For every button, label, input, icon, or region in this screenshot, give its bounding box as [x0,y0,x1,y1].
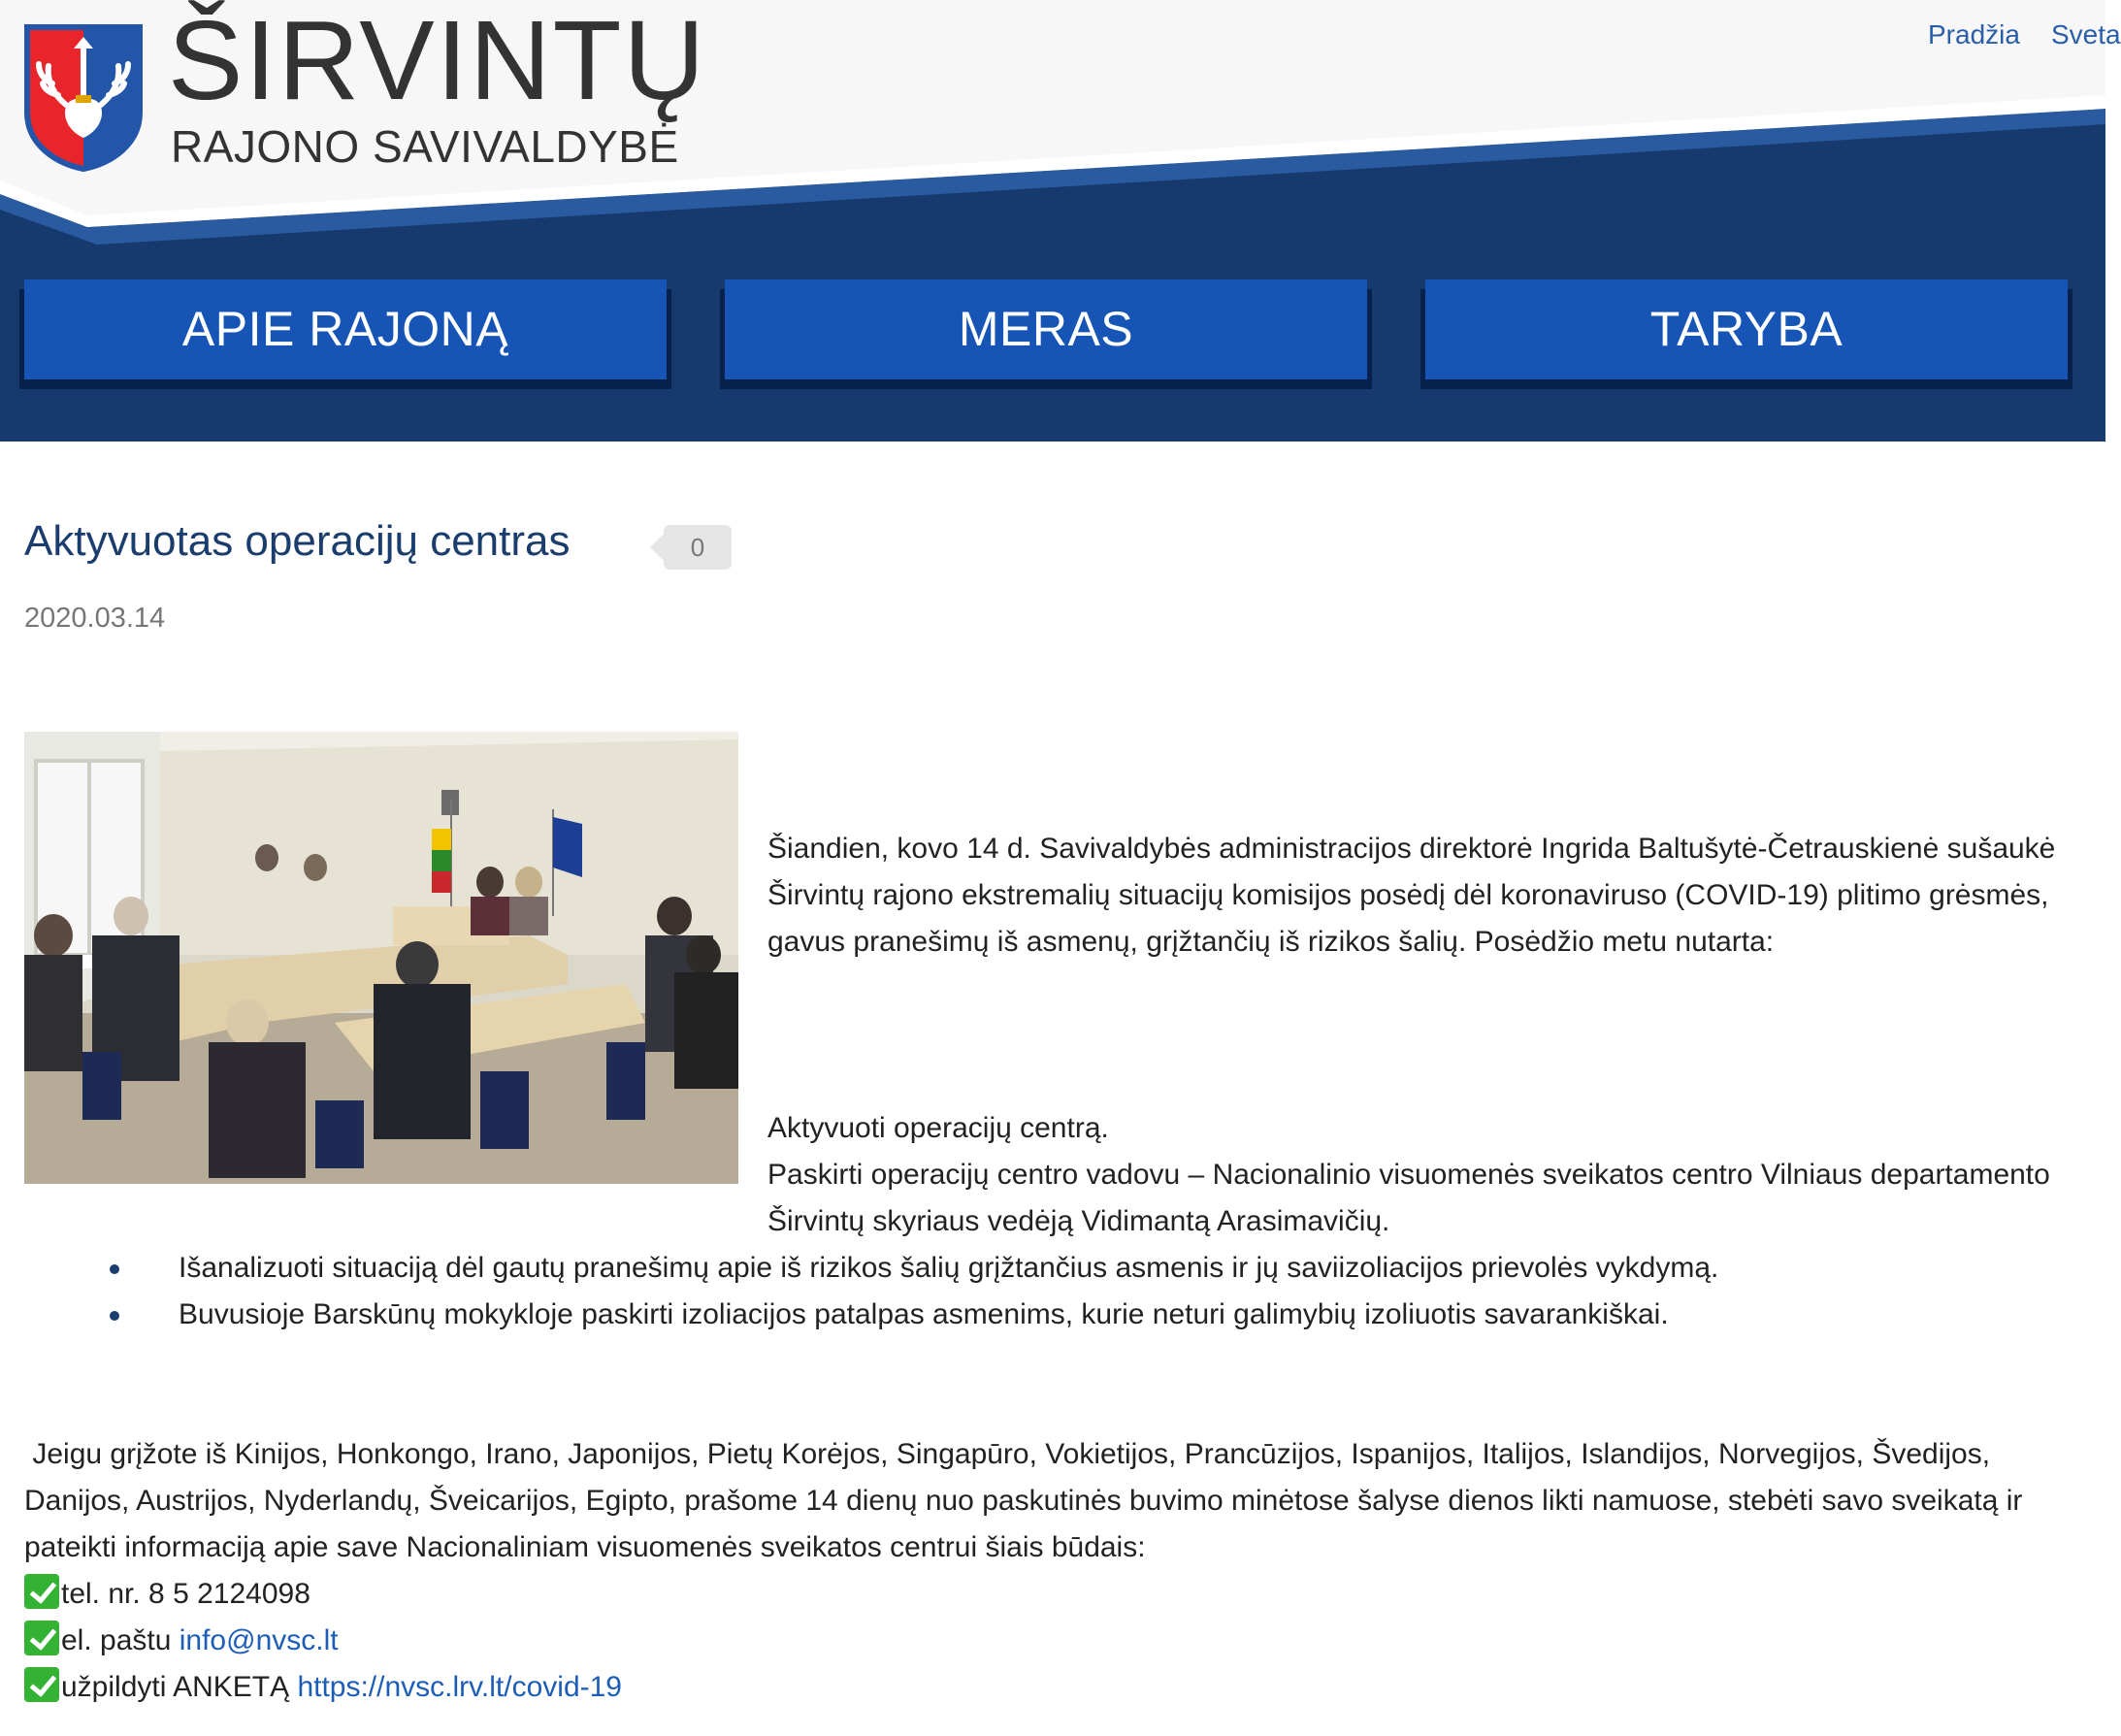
meeting-photo [24,732,738,1184]
bullet-dot-icon [110,1264,119,1274]
bullet-item [102,1292,2042,1338]
site-header [0,0,2121,442]
check-mark-icon [24,1574,59,1609]
article-bullet-list [102,1245,2042,1338]
bullet-text: Išanalizuoti situaciją dėl gautų pranešimų apie iš rizikos šalių grįžtančius asmenis ir jų saviizoliacijos prievolės vykdymą. [179,1252,1719,1284]
bullet-item [102,1245,2042,1292]
decision-item: Paskirti operacijų centro vadovu – Nacionalinio visuomenės sveikatos centro Vilniaus departamento Širvintų skyriaus vedėją Vidimantą Arasimavičių. [767,1159,2050,1237]
article-date: 2020.03.14 [24,603,166,634]
contact-phone-text: tel. nr. 8 5 2124098 [61,1578,310,1610]
coat-of-arms-logo[interactable] [23,23,144,173]
comment-count-badge[interactable]: 0 [664,525,732,570]
covid-form-link[interactable]: https://nvsc.lrv.lt/covid-19 [297,1671,622,1703]
contact-form-label: užpildyti ANKETĄ [61,1671,298,1703]
contact-phone [24,1571,2076,1618]
nav-apie-rajona[interactable]: APIE RAJONĄ [24,279,667,379]
top-link-home[interactable]: Pradžia [1928,19,2020,49]
top-link-second[interactable]: Sveta [2051,19,2121,49]
contact-email [24,1618,2076,1664]
notice-text: Jeigu grįžote iš Kinijos, Honkongo, Irano, Japonijos, Pietų Korėjos, Singapūro, Vokietijos, Prancūzijos, Ispanijos, Italijos, Islandijos, Norvegijos, Švedijos, Danijos, Austrijos, Nyderlandų, Šveicarijos, Egipto, prašome 14 dienų nuo paskutinės buvimo minėtose šalyse dienos likti namuose, stebėti savo sveikatą ir pateikti informaciją apie save Nacionaliniam visuomenės sveikatos centrui šiais būdais: [24,1438,2031,1563]
site-title[interactable]: ŠIRVINTŲ [168,0,707,123]
nav-taryba[interactable]: TARYBA [1425,279,2068,379]
travel-notice [24,1431,2076,1711]
site-subtitle: RAJONO SAVIVALDYBĖ [171,121,679,172]
article-decisions [767,1105,2087,1245]
nav-meras[interactable]: MERAS [725,279,1367,379]
article-intro: Šiandien, kovo 14 d. Savivaldybės administracijos direktorė Ingrida Baltušytė-Četrauskienė sušaukė Širvintų rajono ekstremalių situacijų komisijos posėdį dėl koronaviruso (COVID-19) plitimo grėsmės, gavus pranešimų iš asmenų, grįžtančių iš rizikos šalių. Posėdžio metu nutarta: [767,833,2056,958]
article-title: Aktyvuotas operacijų centras [24,517,571,565]
email-link[interactable]: info@nvsc.lt [179,1624,339,1656]
contact-form [24,1664,2076,1711]
contact-email-label: el. paštu [61,1624,179,1656]
bullet-dot-icon [110,1311,119,1321]
check-mark-icon [24,1667,59,1702]
check-mark-icon [24,1621,59,1655]
bullet-text: Buvusioje Barskūnų mokykloje paskirti izoliacijos patalpas asmenims, kurie neturi galimybių izoliuotis savarankiškai. [179,1298,1669,1330]
decision-item: Aktyvuoti operacijų centrą. [767,1112,1109,1144]
